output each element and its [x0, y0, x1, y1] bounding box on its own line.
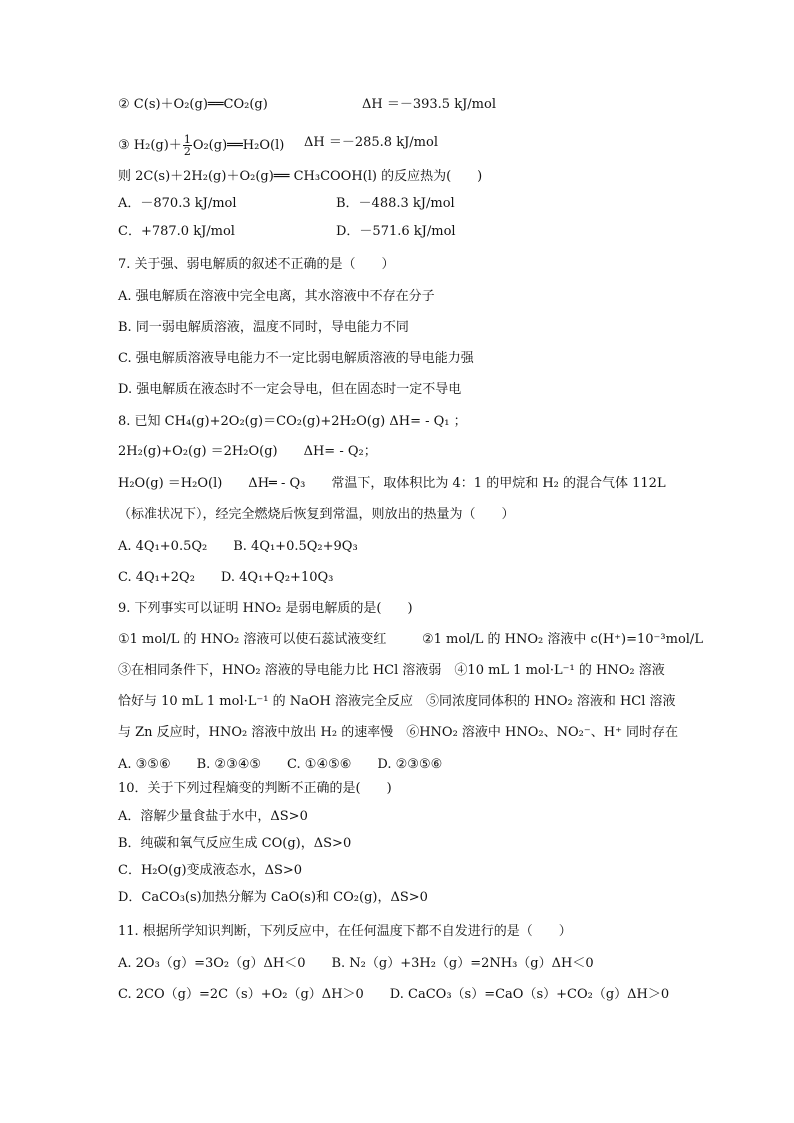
- fraction: [183, 134, 192, 157]
- equation-2: [118, 96, 268, 114]
- question-10-option-b: B．纯碳和氧气反应生成 CO(g)，ΔS>0: [118, 836, 352, 851]
- option-d: D．－571.6 kJ/mol: [336, 224, 456, 239]
- question-8-line-3: H₂O(g) ＝H₂O(l) ΔH═ - Q₃ 常温下，取体积比为 4：1 的甲烷和 H₂ 的混合气体 112L: [118, 476, 666, 491]
- question-7-option-c: C. 强电解质溶液导电能力不一定比弱电解质溶液的导电能力强: [118, 351, 474, 366]
- question-8-line-4: （标准状况下），经完全燃烧后恢复到常温，则放出的热量为（ ）: [118, 507, 515, 522]
- equation-label: ③: [118, 138, 130, 153]
- equation-text: O₂(g)══H₂O(l): [192, 138, 285, 153]
- question-7-stem: 7. 关于强、弱电解质的叙述不正确的是（ ）: [118, 257, 395, 272]
- equation-3: [118, 134, 284, 157]
- question-7-option-b: B. 同一弱电解质溶液，温度不同时，导电能力不同: [118, 320, 409, 335]
- option-c: C．+787.0 kJ/mol: [118, 224, 235, 239]
- question-9-line-2: ③在相同条件下，HNO₂ 溶液的导电能力比 HCl 溶液弱 ④10 mL 1 mol·L⁻¹ 的 HNO₂ 溶液: [118, 663, 665, 678]
- fraction-denominator: 2: [183, 145, 191, 158]
- question-9-line-3: 恰好与 10 mL 1 mol·L⁻¹ 的 NaOH 溶液完全反应 ⑤同浓度同体积的 HNO₂ 溶液和 HCl 溶液: [118, 694, 676, 709]
- question-10-option-a: A．溶解少量食盐于水中，ΔS>0: [118, 809, 308, 824]
- equation-label: ②: [118, 97, 130, 112]
- equation-3-enthalpy: ΔH ＝－285.8 kJ/mol: [304, 135, 438, 150]
- question-7-option-d: D. 强电解质在液态时不一定会导电，但在固态时一定不导电: [118, 382, 462, 397]
- equation-2-enthalpy: ΔH ＝－393.5 kJ/mol: [362, 97, 496, 112]
- question-9-line-4: 与 Zn 反应时，HNO₂ 溶液中放出 H₂ 的速率慢 ⑥HNO₂ 溶液中 HNO₂、NO₂⁻、H⁺ 同时存在: [118, 725, 679, 740]
- option-a: A．－870.3 kJ/mol: [118, 196, 237, 211]
- question-9-statement-1: ①1 mol/L 的 HNO₂ 溶液可以使石蕊试液变红: [118, 632, 387, 647]
- equation-text: C(s)＋O₂(g)══CO₂(g): [133, 97, 268, 112]
- question-11-stem: 11. 根据所学知识判断，下列反应中，在任何温度下都不自发进行的是（ ）: [118, 924, 572, 939]
- question-7-option-a: A. 强电解质在溶液中完全电离，其水溶液中不存在分子: [118, 289, 435, 304]
- question-11-options-ab: A. 2O₃（g）=3O₂（g）ΔH＜0 B. N₂（g）+3H₂（g）=2NH₃（g）ΔH＜0: [118, 956, 594, 971]
- question-9-statement-2: ②1 mol/L 的 HNO₂ 溶液中 c(H⁺)=10⁻³mol/L: [422, 632, 703, 647]
- question-6-stem: 则 2C(s)＋2H₂(g)＋O₂(g)══ CH₃COOH(l) 的反应热为( ): [118, 169, 483, 184]
- question-8-options-cd: C. 4Q₁+2Q₂ D. 4Q₁+Q₂+10Q₃: [118, 570, 334, 585]
- question-11-options-cd: C. 2CO（g）=2C（s）+O₂（g）ΔH＞0 D. CaCO₃（s）=CaO（s）+CO₂（g）ΔH＞0: [118, 987, 670, 1002]
- question-8-options-ab: A. 4Q₁+0.5Q₂ B. 4Q₁+0.5Q₂+9Q₃: [118, 539, 358, 554]
- option-b: B．－488.3 kJ/mol: [336, 196, 455, 211]
- question-10-option-c: C．H₂O(g)变成液态水，ΔS>0: [118, 863, 303, 878]
- fraction-numerator: 1: [183, 133, 191, 146]
- question-8-line-2: 2H₂(g)+O₂(g) ＝2H₂O(g) ΔH= - Q₂；: [118, 444, 377, 459]
- question-8-line-1: 8. 已知 CH₄(g)+2O₂(g)＝CO₂(g)+2H₂O(g) ΔH= - Q₁ ；: [118, 414, 467, 429]
- question-10-stem: 10．关于下列过程熵变的判断不正确的是( ): [118, 781, 392, 796]
- question-9-options: A. ③⑤⑥ B. ②③④⑤ C. ①④⑤⑥ D. ②③⑤⑥: [118, 757, 443, 772]
- equation-text: H₂(g)＋: [133, 138, 182, 153]
- question-9-stem: 9. 下列事实可以证明 HNO₂ 是弱电解质的是( ): [118, 601, 413, 616]
- question-10-option-d: D．CaCO₃(s)加热分解为 CaO(s)和 CO₂(g)，ΔS>0: [118, 890, 428, 905]
